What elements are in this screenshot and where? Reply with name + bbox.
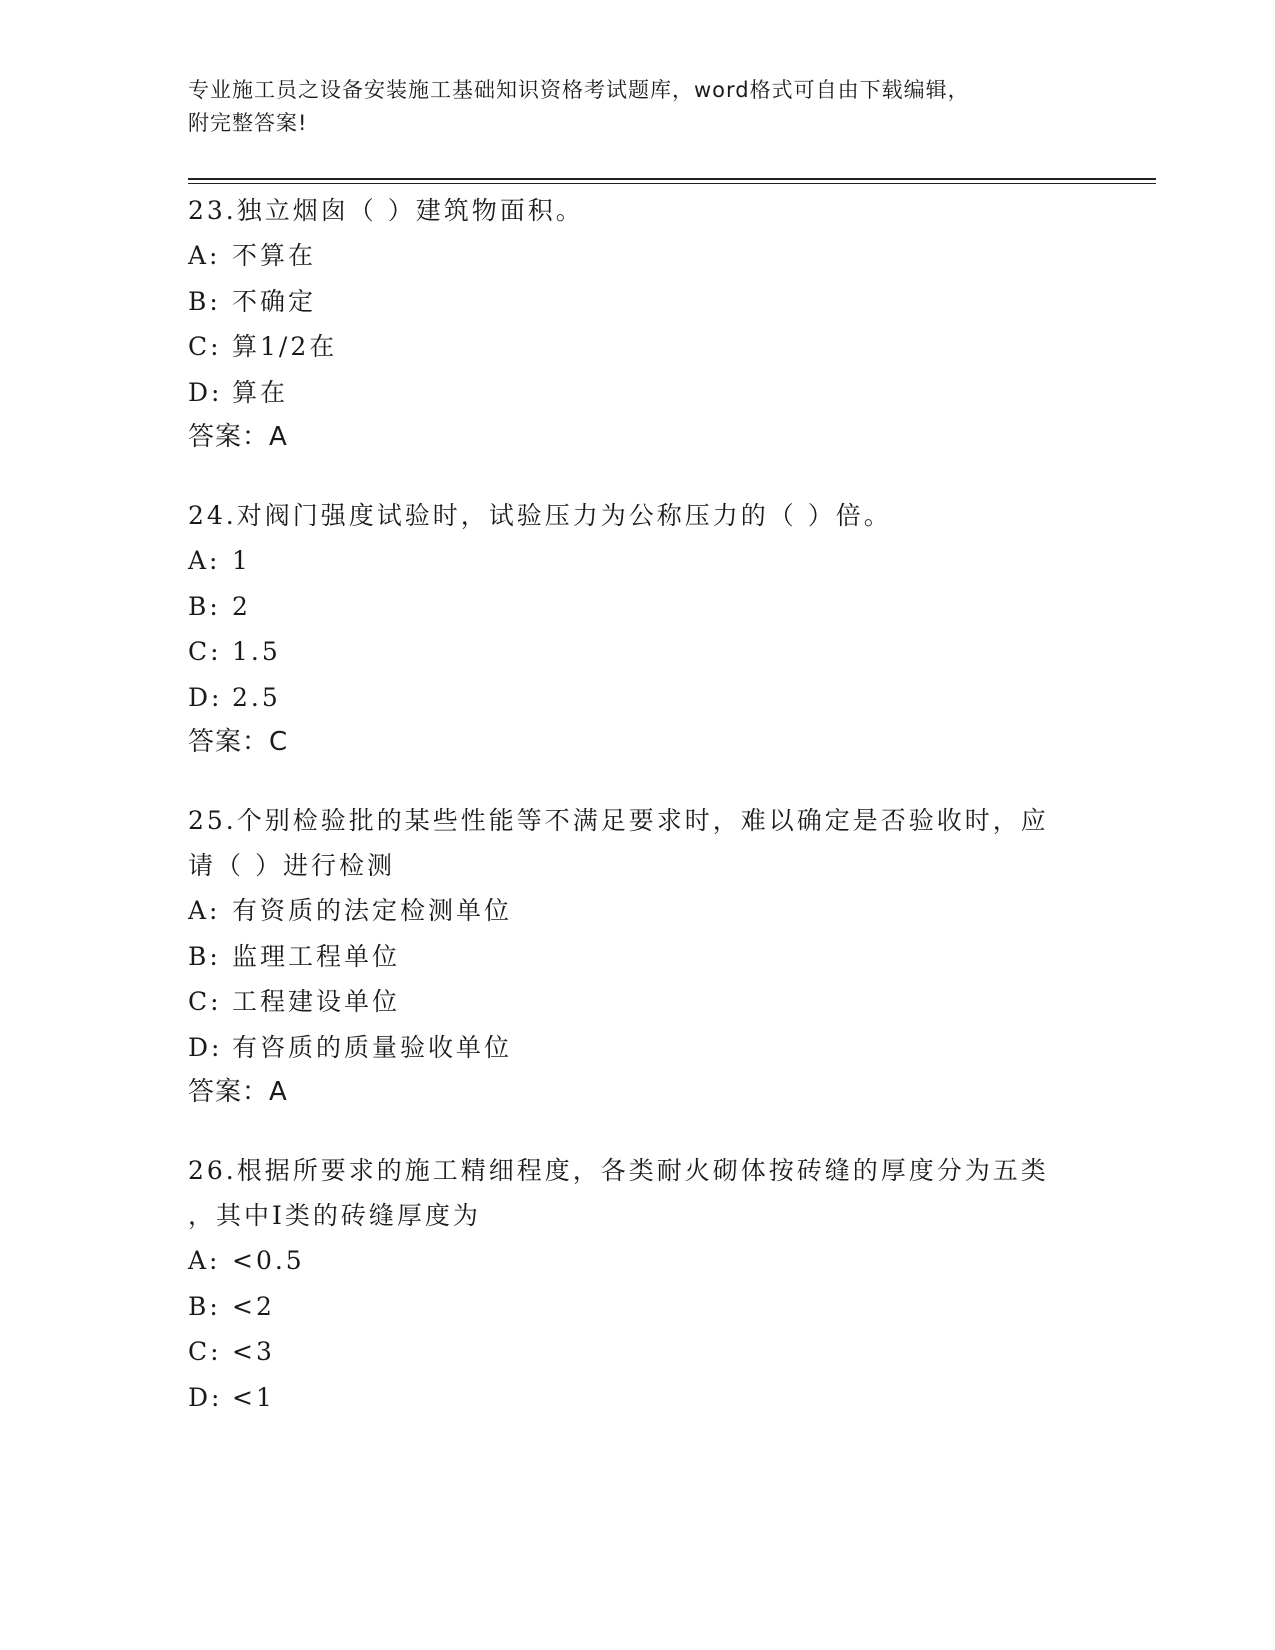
option-key: B:: [188, 941, 221, 971]
option-key: B:: [188, 1291, 221, 1321]
option-d: [188, 1375, 1088, 1421]
option-key: B:: [188, 286, 221, 316]
question-26: [188, 1148, 1088, 1420]
option-d: [188, 675, 1088, 721]
option-text: 1.5: [232, 637, 281, 666]
option-text: 工程建设单位: [232, 987, 401, 1016]
option-b: [188, 584, 1088, 630]
option-key: A:: [188, 1246, 221, 1275]
question-list: [188, 188, 1088, 1453]
option-key: A:: [188, 241, 221, 270]
document-header: [188, 74, 1088, 140]
option-text: 不算在: [232, 241, 317, 270]
option-c: [188, 324, 1088, 370]
option-a: [188, 233, 1088, 279]
option-text: <3: [232, 1337, 275, 1366]
header-divider: [188, 178, 1156, 180]
option-key: D:: [188, 377, 223, 407]
header-line-1: 专业施工员之设备安装施工基础知识资格考试题库，word格式可自由下载编辑，: [188, 78, 970, 102]
option-key: C:: [188, 637, 222, 666]
option-key: C:: [188, 332, 222, 361]
option-key: C:: [188, 987, 222, 1016]
option-d: [188, 1025, 1088, 1071]
option-key: A:: [188, 896, 221, 925]
option-a: [188, 1238, 1088, 1284]
option-c: [188, 1329, 1088, 1375]
option-text: 不确定: [232, 286, 317, 316]
answer-line: 答案：A: [188, 422, 288, 452]
question-23: [188, 188, 1088, 460]
option-key: B:: [188, 591, 221, 621]
option-text: 有资质的法定检测单位: [232, 896, 513, 925]
option-text: <1: [232, 1382, 275, 1412]
option-key: D:: [188, 1032, 223, 1062]
option-text: 1: [232, 546, 251, 575]
answer-line: 答案：C: [188, 727, 289, 757]
question-text: 26.根据所要求的施工精细程度，各类耐火砌体按砖缝的厚度分为五类 ，其中I类的砖缝厚度为: [188, 1156, 1049, 1230]
option-text: 2: [232, 591, 251, 621]
option-d: [188, 370, 1088, 416]
option-b: [188, 934, 1088, 980]
option-text: 监理工程单位: [232, 941, 401, 971]
option-key: D:: [188, 682, 223, 712]
question-24: [188, 493, 1088, 765]
question-text: 25.个别检验批的某些性能等不满足要求时，难以确定是否验收时，应 请（ ）进行检测: [188, 806, 1049, 880]
option-b: [188, 279, 1088, 325]
option-text: 有咨质的质量验收单位: [232, 1032, 513, 1062]
option-text: 算1/2在: [232, 332, 338, 361]
header-divider-thin: [188, 183, 1156, 184]
option-key: D:: [188, 1382, 223, 1412]
option-text: 算在: [232, 377, 289, 407]
option-key: A:: [188, 546, 221, 575]
option-c: [188, 629, 1088, 675]
option-a: [188, 538, 1088, 584]
question-text: 23.独立烟囱（ ）建筑物面积。: [188, 196, 584, 225]
question-text: 24.对阀门强度试验时，试验压力为公称压力的（ ）倍。: [188, 501, 892, 530]
option-text: <0.5: [232, 1246, 305, 1275]
option-key: C:: [188, 1337, 222, 1366]
header-line-2: 附完整答案!: [188, 111, 308, 135]
option-text: 2.5: [232, 682, 281, 712]
option-text: <2: [232, 1291, 275, 1321]
option-c: [188, 979, 1088, 1025]
question-25: [188, 798, 1088, 1115]
answer-line: 答案：A: [188, 1077, 288, 1107]
option-b: [188, 1284, 1088, 1330]
option-a: [188, 888, 1088, 934]
